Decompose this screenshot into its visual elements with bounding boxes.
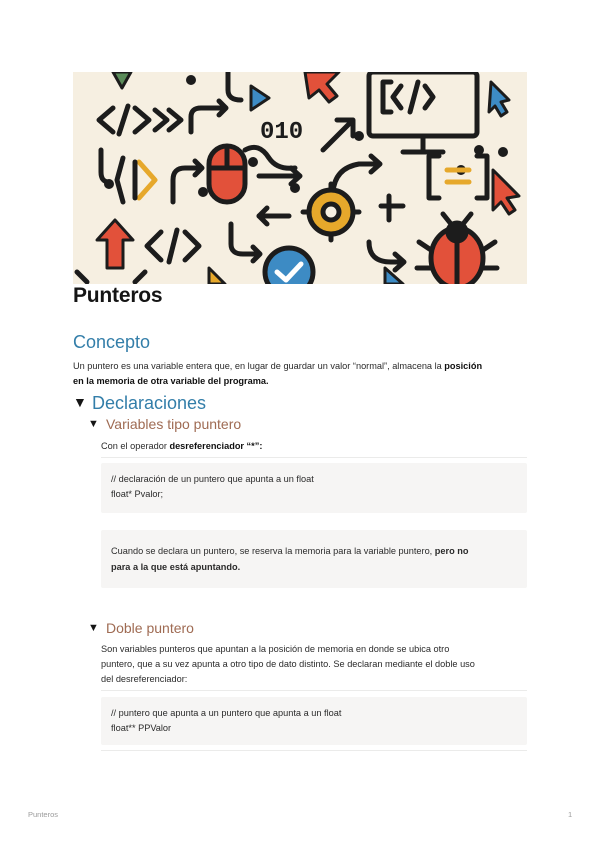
heading-declaraciones: Declaraciones [92, 393, 207, 413]
code-line: float* Pvalor; [111, 489, 164, 499]
heading-doble-puntero: Doble puntero [106, 620, 194, 636]
monitor-icon [369, 72, 477, 152]
code-block[interactable] [101, 463, 527, 513]
cover-illustration [73, 72, 527, 284]
code-block[interactable] [101, 697, 527, 745]
toggle-triangle-icon[interactable]: ▼ [73, 394, 87, 410]
cursor-icon [305, 72, 339, 102]
footer-page-number: 1 [568, 810, 573, 819]
code-line: float** PPValor [111, 723, 172, 733]
code-line: // declaración de un puntero que apunta a un float [111, 474, 314, 484]
heading-variables-tipo-puntero: Variables tipo puntero [106, 416, 242, 432]
toggle-triangle-icon[interactable]: ▼ [88, 418, 99, 430]
heading-concepto: Concepto [73, 332, 151, 352]
code-icon [147, 230, 199, 262]
variables-intro: Con el operador desreferenciador “*”: [101, 441, 263, 451]
toggle-doble-puntero[interactable] [88, 620, 194, 636]
doble-paragraph: Son variables punteros que apuntan a la posición de memoria en donde se ubica otro puntero, que a su vez apunta a otro tipo de dato distinto. Se declaran mediante el doble uso del desreferenciador: [101, 644, 475, 684]
triangle-icon [113, 72, 131, 88]
callout-block: Cuando se declara un puntero, se reserva la memoria para la variable puntero, pero no para a la que está apuntando. [101, 530, 527, 588]
concepto-paragraph: Un puntero es una variable entera que, en lugar de guardar un valor “normal”, almacena la posición en la memoria de otra variable del programa. [73, 361, 483, 386]
divider [101, 750, 527, 751]
code-line: // puntero que apunta a un puntero que apunta a un float [111, 708, 342, 718]
gear-icon [303, 184, 359, 240]
footer-title: Punteros [28, 810, 59, 819]
code-icon [99, 106, 149, 134]
check-icon [265, 248, 313, 284]
toggle-declaraciones[interactable] [73, 393, 206, 414]
toggle-variables-tipo-puntero[interactable] [88, 416, 241, 432]
svg-text:010: 010 [260, 119, 304, 146]
divider [101, 690, 527, 691]
bug-icon [417, 214, 497, 284]
divider [101, 457, 527, 458]
toggle-triangle-icon[interactable]: ▼ [88, 622, 99, 634]
cover-image [73, 72, 527, 284]
mouse-icon [209, 146, 245, 202]
page-title: Punteros [73, 284, 163, 307]
